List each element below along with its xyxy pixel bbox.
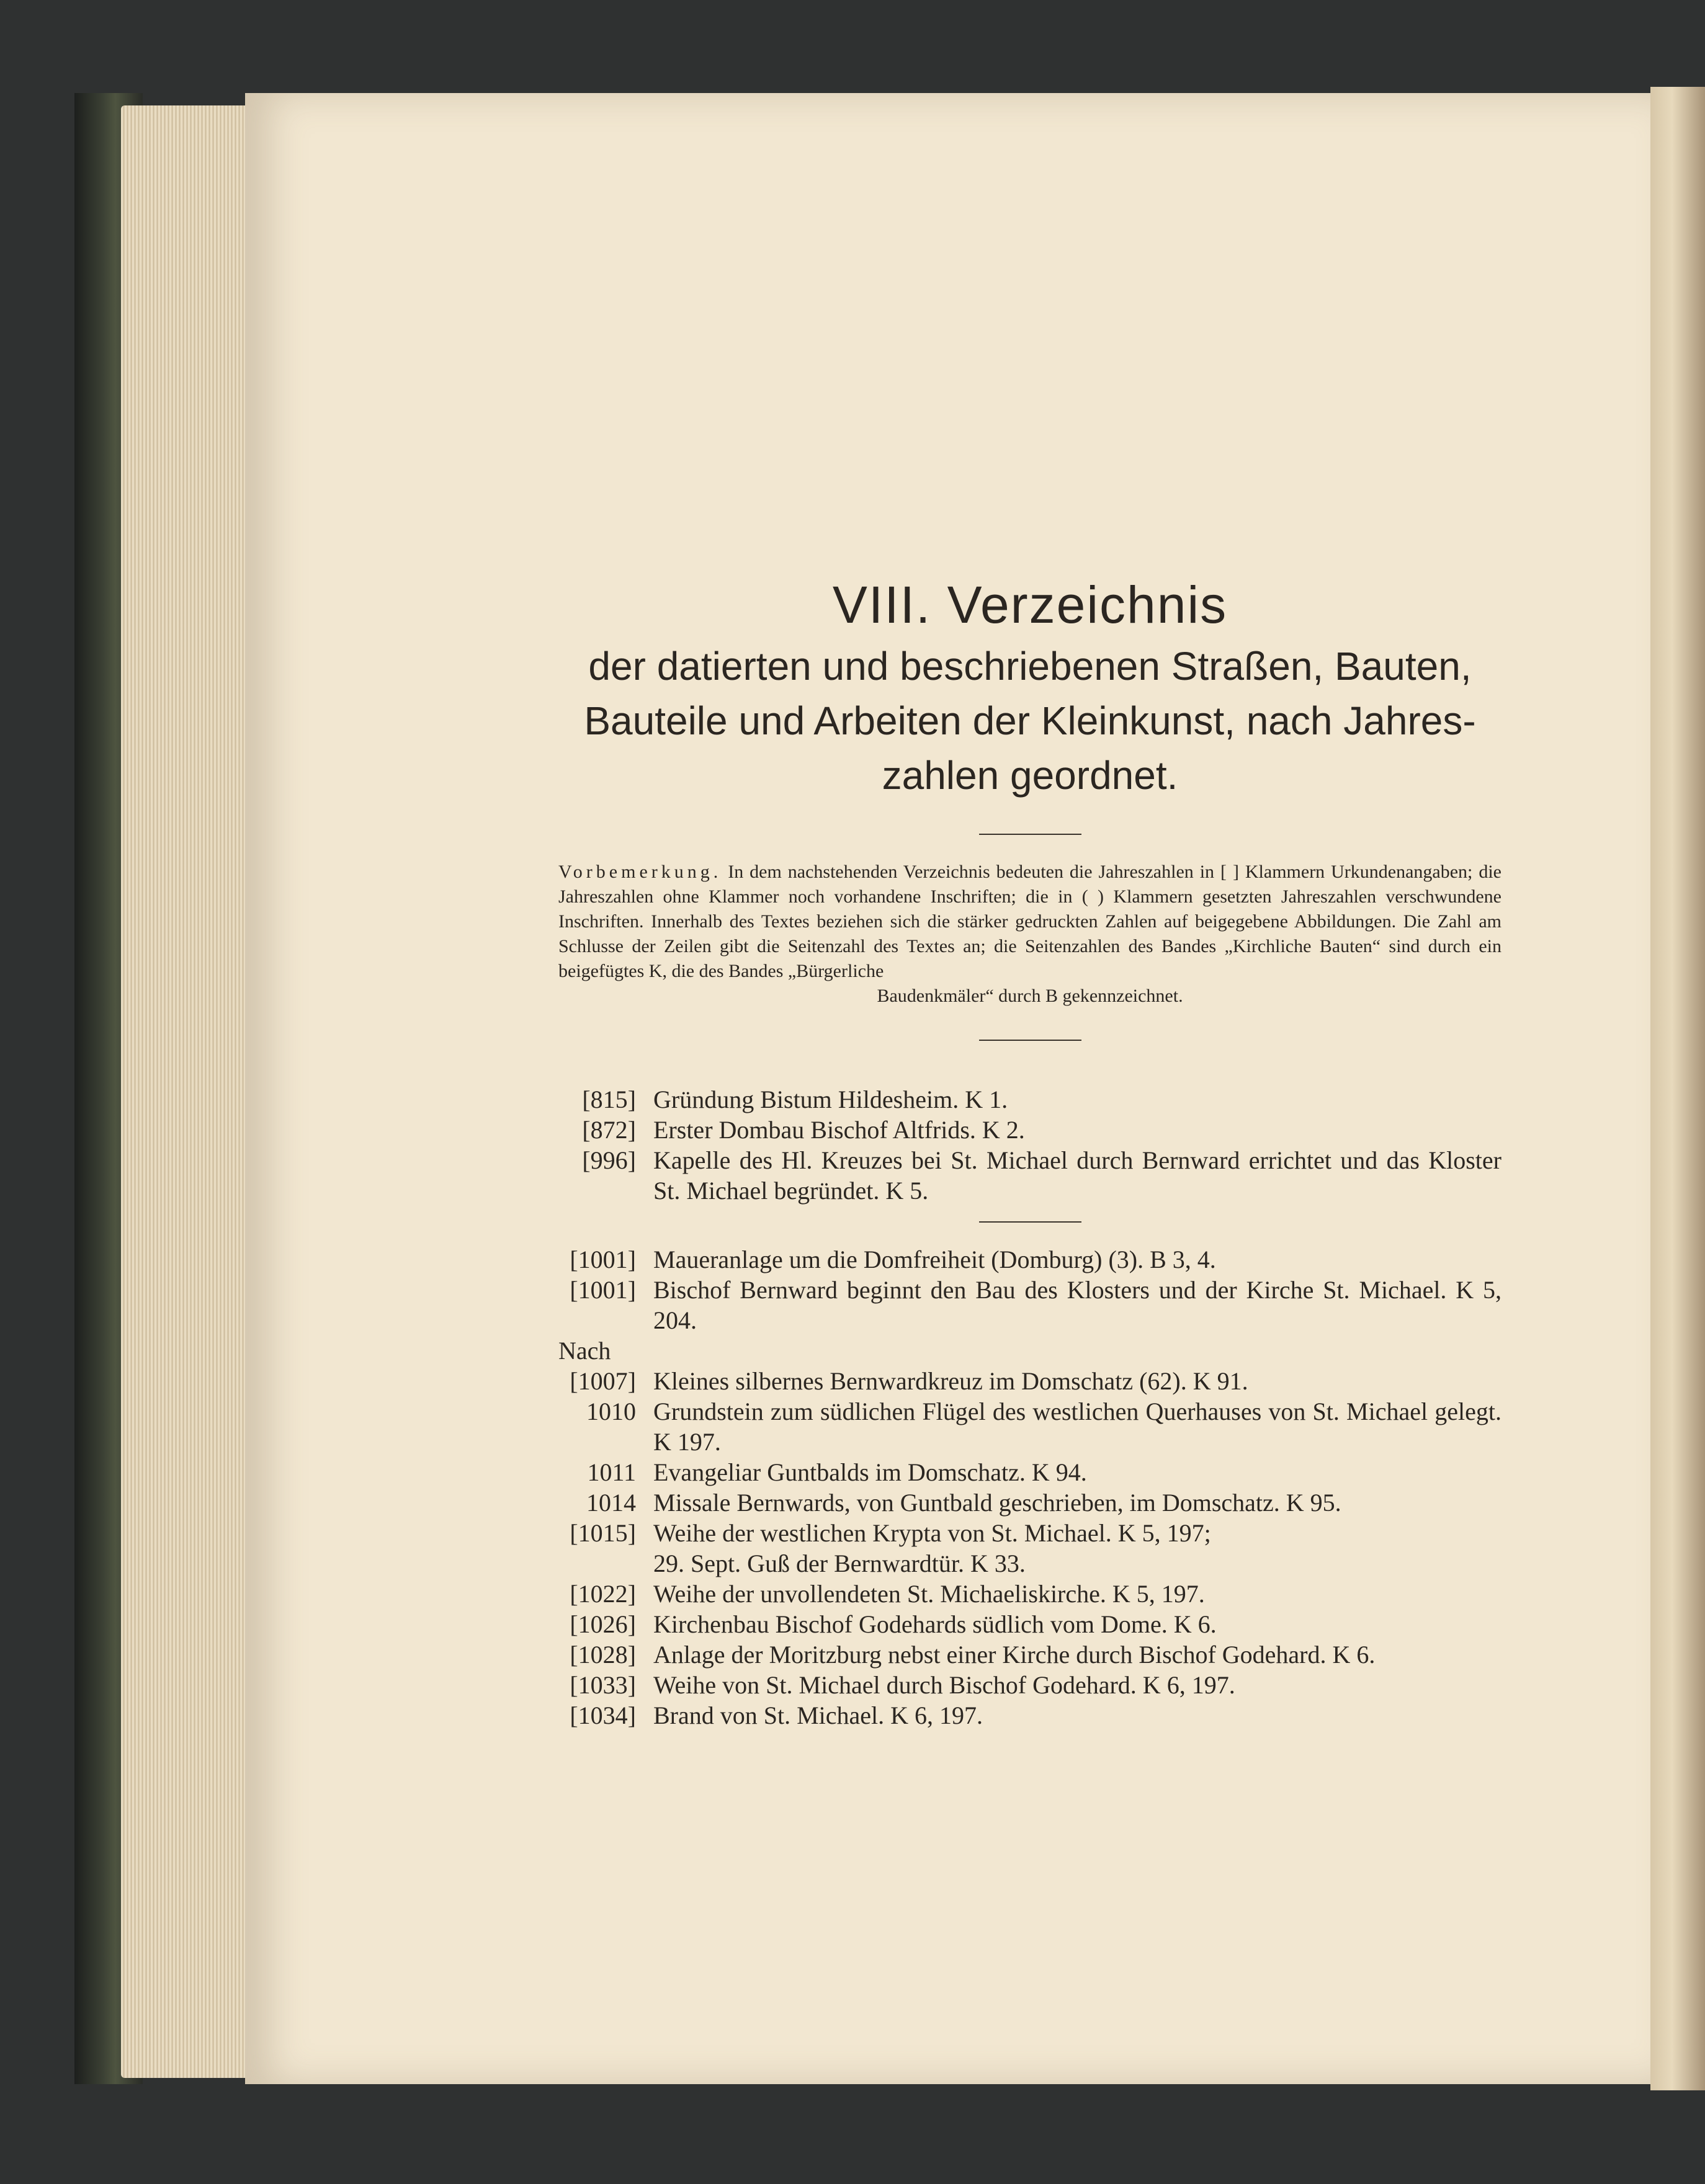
page-title: VIII. Verzeichnis [832,576,1228,634]
entry-text-line: Weihe von St. Michael durch Bischof Godehard. K 6, 197. [653,1671,1235,1699]
entry-text [653,1115,1501,1145]
preface-last-line: Baudenkmäler“ durch B gekennzeichnet. [877,986,1183,1006]
page-content [558,571,1501,1731]
entry-year: [1015] [570,1519,636,1547]
list-item [558,1275,1501,1335]
entry-text-line: Weihe der westlichen Krypta von St. Michael. K 5, 197; [653,1519,1211,1547]
entry-text [653,1084,1501,1115]
list-item [558,1084,1501,1115]
entry-text-line: Weihe der unvollendeten St. Michaeliskirche. K 5, 197. [653,1580,1205,1608]
entry-year: 1010 [586,1397,636,1425]
list-item [558,1700,1501,1731]
entry-prefix: Nach [558,1337,611,1365]
entry-text-line: Kirchenbau Bischof Godehards südlich vom Dome. K 6. [653,1610,1217,1638]
entry-text [653,1275,1501,1335]
entry-text [653,1457,1501,1487]
entry-year: [1001] [570,1276,636,1304]
entry-year: [1001] [570,1246,636,1273]
divider-rule [979,1040,1081,1041]
subtitle-line-3: zahlen geordnet. [882,753,1178,798]
entries-group-1 [558,1084,1501,1206]
entry-text-line: Gründung Bistum Hildesheim. K 1. [653,1085,1008,1113]
list-item [558,1115,1501,1145]
entry-text [653,1518,1501,1579]
list-item [558,1639,1501,1670]
list-item [558,1457,1501,1487]
list-item [558,1366,1501,1396]
entry-text-line: Anlage der Moritzburg nebst einer Kirche durch Bischof Godehard. K 6. [653,1641,1376,1669]
subtitle-line-2: Bauteile und Arbeiten der Kleinkunst, nach Jahres- [584,698,1476,743]
entry-text-line: Evangeliar Guntbalds im Domschatz. K 94. [653,1458,1087,1486]
entry-year: [1007] [570,1367,636,1395]
entry-year: [1028] [570,1641,636,1669]
entry-text [653,1639,1501,1670]
entry-text-line: Missale Bernwards, von Guntbald geschrieben, im Domschatz. K 95. [653,1489,1341,1517]
entry-text-line: Brand von St. Michael. K 6, 197. [653,1701,983,1729]
list-item [558,1609,1501,1639]
entry-text-line: Kapelle des Hl. Kreuzes bei St. Michael durch Bernward errichtet und das Kloster St. Michael begründet. K 5. [653,1146,1501,1205]
preface-note [558,860,1501,1009]
preface-body: In dem nachstehenden Verzeichnis bedeuten die Jahreszahlen in [ ] Klammern Urkundenangaben; die Jahreszahlen ohne Klammer noch vorhandene Inschriften; die in ( ) Klammern gesetzten Jahreszahlen verschwundene Inschriften. Innerhalb des Textes beziehen sich die stärker gedruckten Zahlen auf beigegebene Abbildungen. Die Zahl am Schlusse der Zeilen gibt die Seitenzahl des Textes an; die Seitenzahlen des Bandes „Kirchliche Bauten“ sind durch ein beigefügtes K, die des Bandes „Bürgerliche [558,862,1501,981]
preface-label: Vorbemerkung. [558,862,722,882]
entry-text [653,1145,1501,1206]
page-edges [121,105,264,2078]
list-item [558,1670,1501,1700]
entry-text-line: Maueranlage um die Domfreiheit (Domburg) (3). B 3, 4. [653,1246,1216,1273]
list-item [558,1518,1501,1579]
entry-text [653,1396,1501,1457]
entry-year: [1022] [570,1580,636,1608]
entry-text-line: Erster Dombau Bischof Altfrids. K 2. [653,1116,1025,1144]
entries-group-2 [558,1244,1501,1731]
entry-text [653,1700,1501,1731]
entry-year: 1011 [587,1458,636,1486]
entry-text [653,1366,1501,1396]
facing-page-edge [1650,87,1705,2090]
entry-text-line: Kleines silbernes Bernwardkreuz im Domschatz (62). K 91. [653,1367,1248,1395]
entry-year: [1026] [570,1610,636,1638]
entry-text [653,1244,1501,1275]
entry-year: 1014 [586,1489,636,1517]
entry-text-line: Grundstein zum südlichen Flügel des westlichen Querhauses von St. Michael gelegt. K 197. [653,1397,1501,1456]
entry-text [653,1670,1501,1700]
list-item [558,1579,1501,1609]
list-item [558,1396,1501,1457]
entry-year: [996] [582,1146,636,1174]
entry-year: [1034] [570,1701,636,1729]
entry-year: [815] [582,1085,636,1113]
list-item [558,1487,1501,1518]
entry-text [653,1609,1501,1639]
entry-text [653,1487,1501,1518]
subtitle-line-1: der datierten und beschriebenen Straßen, Bauten, [588,644,1472,689]
entry-year: [872] [582,1116,636,1144]
list-item [558,1244,1501,1275]
entry-text [653,1579,1501,1609]
divider-rule [979,1221,1081,1223]
list-item [558,1145,1501,1206]
entry-year: [1033] [570,1671,636,1699]
entry-text-line: 29. Sept. Guß der Bernwardtür. K 33. [653,1549,1026,1577]
entry-text-line: Bischof Bernward beginnt den Bau des Klosters und der Kirche St. Michael. K 5, 204. [653,1276,1501,1334]
divider-rule [979,834,1081,835]
